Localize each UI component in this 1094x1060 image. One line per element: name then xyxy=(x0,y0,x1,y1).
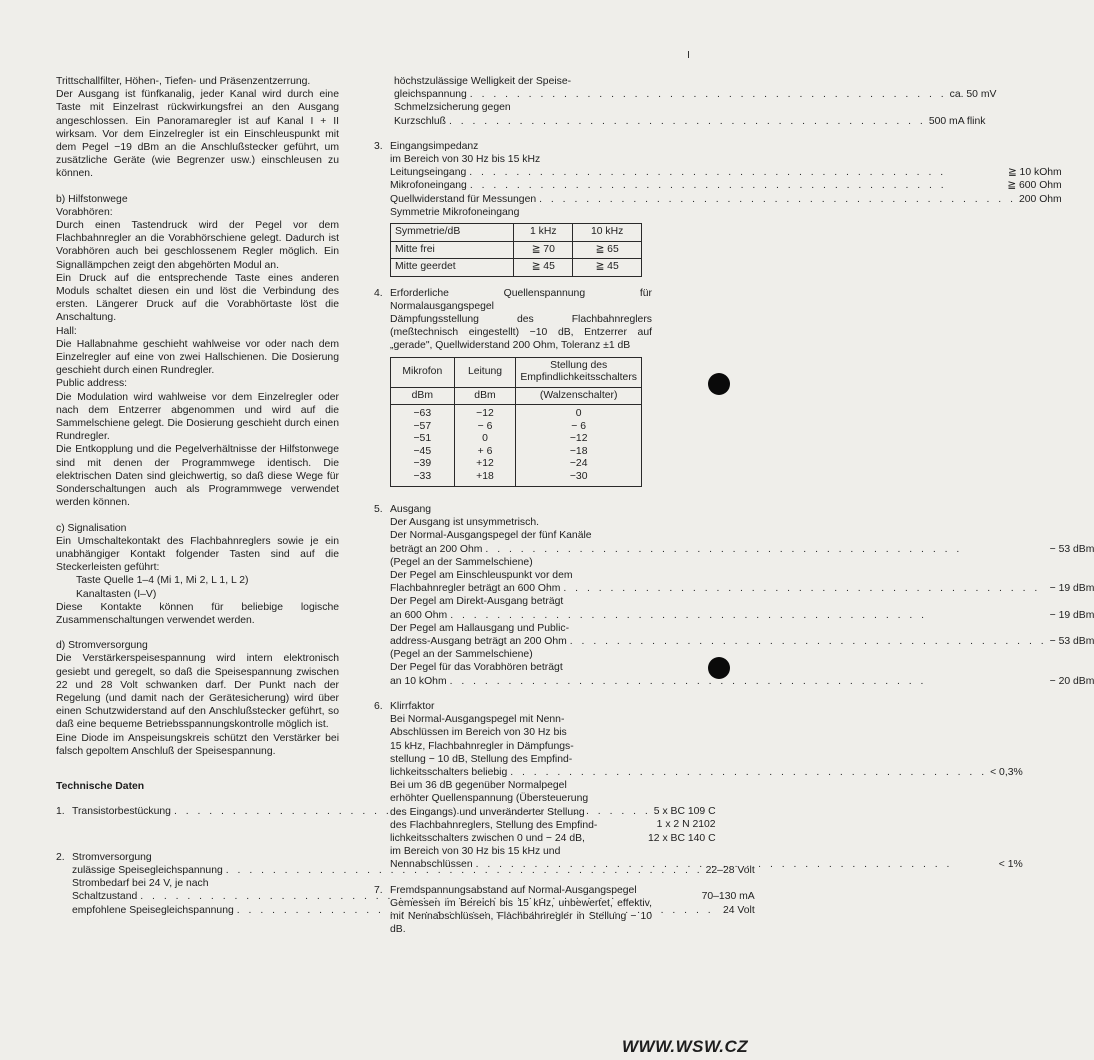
intro-paragraph-1: Trittschallfilter, Höhen-, Tiefen- und Präsenzentzerrung. xyxy=(56,76,311,87)
spec-label: Leitungseingang xyxy=(390,167,467,179)
item-number: 7. xyxy=(374,884,383,896)
table-header: Symmetrie/dB xyxy=(391,224,514,242)
transistor-value-3: 12 x BC 140 C xyxy=(648,832,716,844)
transistor-value-2: 1 x 2 N 2102 xyxy=(656,819,716,831)
table-cell: −33 xyxy=(391,471,455,487)
table-cell: ≧ 70 xyxy=(514,241,573,259)
spec-text: (Pegel an der Sammelschiene) xyxy=(390,556,533,568)
table-cell: −51 xyxy=(391,433,455,446)
spec-value: − 19 dBm xyxy=(1049,583,1094,595)
table-row xyxy=(391,421,642,434)
spec-value: 200 Ohm xyxy=(1018,193,1062,205)
spec-value: 70–130 mA xyxy=(701,891,755,903)
table-row xyxy=(391,471,642,487)
item-number: 5. xyxy=(374,504,383,516)
spec-text: Der Pegel am Einschleuspunkt vor dem xyxy=(390,570,573,582)
transistor-value-1: 5 x BC 109 C xyxy=(653,806,716,818)
spec-text: Dämpfungsstellung des Flachbahnreglers (meßtechnisch eingestellt) −10 dB, Entzerrer auf „gerade", Quellwiderstand 200 Ohm, Toleranz ±1 dB xyxy=(390,313,652,352)
stromversorgung-text: Die Verstärkerspeisespannung wird intern elektronisch gesiebt und geregelt, so daß die Speisespannung zwischen 22 und 28 Volt schwanken darf. Der Punkt nach der Regelung (und damit nach der Gerätesicherung) wird über einen Schutzwiderstand auf den Anschlußstecker geführt, so daß eine bequeme Betriebsspannungskontrolle möglich ist. xyxy=(56,653,339,731)
table-cell: −30 xyxy=(516,471,642,487)
table-cell: −63 xyxy=(391,405,455,421)
hall-text: Die Hallabnahme geschieht wahlweise vor oder nach dem Einzelregler auf eine von zwei Hallschienen. Die Dosierung geschieht durch einen Rundregler. xyxy=(56,338,339,377)
tech-item-4 xyxy=(374,287,652,492)
spec-value: − 53 dBm xyxy=(1049,543,1094,555)
spec-text: Bei um 36 dB gegenüber Normalpegel xyxy=(390,780,567,792)
spec-value: ca. 50 mV xyxy=(949,89,997,101)
spec-value: 500 mA flink xyxy=(928,115,986,127)
signalisation-list-2: Kanaltasten (I–V) xyxy=(76,588,157,600)
spec-label: an 10 kOhm xyxy=(390,675,447,687)
table-row xyxy=(391,259,642,277)
table-cell: Mitte geerdet xyxy=(391,259,514,277)
spec-text: Schmelzsicherung gegen xyxy=(394,102,511,114)
item-number: 3. xyxy=(374,140,383,152)
spec-text: Der Pegel für das Vorabhören beträgt xyxy=(390,662,563,674)
fremdspannungsabstand-heading: Fremdspannungsabstand auf Normal-Ausgangspegel xyxy=(390,884,637,896)
spec-value: − 20 dBm xyxy=(1049,675,1094,687)
spec-text: 15 kHz, Flachbahnregler in Dämpfungs- xyxy=(390,740,574,752)
section-c-title: c) Signalisation xyxy=(56,522,127,534)
spec-value: ≧ 10 kOhm xyxy=(1007,167,1062,179)
spec-text: Bei Normal-Ausgangspegel mit Nenn- xyxy=(390,714,565,726)
spec-text: Der Normal-Ausgangspegel der fünf Kanäle xyxy=(390,530,592,542)
spec-value: − 19 dBm xyxy=(1049,609,1094,621)
public-address-title: Public address: xyxy=(56,378,128,390)
spec-label: gleichspannung xyxy=(394,89,467,101)
section-b-title: b) Hilfstonwege xyxy=(56,193,128,205)
vorabhoeren-text: Durch einen Tastendruck wird der Pegel vor dem Flachbahnregler an die Vorabhörschiene gelegt. Dadurch ist Vorabhören auch bei geschlossenem Regler möglich. Ein Signallämpchen zeigt den abgehörten Modul an. xyxy=(56,220,339,271)
spec-label: empfohlene Speisegleichspannung xyxy=(72,904,234,916)
table-cell: −39 xyxy=(391,458,455,471)
table-cell: −12 xyxy=(516,433,642,446)
table-row xyxy=(391,405,642,421)
item-number: 1. xyxy=(56,806,65,818)
spec-text: Der Pegel am Direkt-Ausgang beträgt xyxy=(390,596,564,608)
eingangsimpedanz-heading: Eingangsimpedanz xyxy=(390,140,479,152)
vorabhoeren-text-2: Ein Druck auf die entsprechende Taste eines anderen Moduls schaltet diesen ein und löst die Verbindung des ersten. Längerer Druck auf die Vorabhörtaste löst die Anschaltung. xyxy=(56,272,339,324)
spec-value: < 1% xyxy=(998,859,1023,871)
table-header: 1 kHz xyxy=(514,224,573,242)
table-cell: −45 xyxy=(391,446,455,459)
table-unit: dBm xyxy=(391,387,455,405)
watermark-url: WWW.WSW.CZ xyxy=(622,1037,749,1056)
ausgang-heading: Ausgang xyxy=(390,504,432,516)
spec-label: Strombedarf bei 24 V, je nach xyxy=(72,878,209,890)
signalisation-list-1: Taste Quelle 1–4 (Mi 1, Mi 2, L 1, L 2) xyxy=(76,575,249,587)
spec-text: Der Ausgang ist unsymmetrisch. xyxy=(390,517,539,529)
table-cell: 0 xyxy=(516,405,642,421)
public-address-text: Die Modulation wird wahlweise vor dem Einzelregler oder nach dem Entzerrer abgenommen und wird auf die Sammelschiene gelegt. Die Dosierung geschieht durch einen Rundregler. xyxy=(56,391,339,443)
spec-value: 24 Volt xyxy=(722,904,755,916)
spec-text: Gemessen im Bereich bis 15 kHz, unbewertet, effektiv, mit Nennabschlüssen, Flachbahnregler in Stellung − 10 dB. xyxy=(390,897,652,936)
spec-value: < 0,3% xyxy=(990,766,1023,778)
intro-paragraph-2: Der Ausgang ist fünfkanalig, jeder Kanal wird durch eine Taste mit Einzelrast rückwirkungsfrei an den Ausgang angeschlossen. Ein Panoramaregler ist auf Kanal I + II wirksam. Vor dem Einzelregler ist ein Einschleuspunkt mit dem Pegel −19 dBm an die Anschlußstecker geführt, um zusätzliche Geräte (wie Begrenzer usw.) einschleusen zu können. xyxy=(56,89,339,180)
symmetrie-table xyxy=(390,223,642,277)
table-header: Stellung des Empfindlichkeitsschalters xyxy=(516,357,642,387)
table-header: Leitung xyxy=(454,357,516,387)
item-number: 2. xyxy=(56,851,65,863)
table-cell: +12 xyxy=(454,458,516,471)
signalisation-text: Ein Umschaltekontakt des Flachbahnreglers sowie je ein unabhängiger Kontakt folgender Tasten sind auf die Steckerleisten geführt: xyxy=(56,535,339,574)
table-cell: Mitte frei xyxy=(391,241,514,259)
spec-label: Mikrofoneingang xyxy=(390,180,467,192)
vorabhoeren-title: Vorabhören: xyxy=(56,206,113,218)
table-cell: −18 xyxy=(516,446,642,459)
spec-value: 22–28 Volt xyxy=(705,864,755,876)
spec-label: address-Ausgang beträgt an 200 Ohm xyxy=(390,636,567,648)
section-d-title: d) Stromversorgung xyxy=(56,640,148,652)
table-cell: − 6 xyxy=(516,421,642,434)
spec-text: stellung − 10 dB, Stellung des Empfind- xyxy=(390,753,573,765)
spec-text: Der Pegel am Hallausgang und Public- xyxy=(390,622,570,634)
spec-value: − 53 dBm xyxy=(1049,636,1094,648)
table-cell: − 6 xyxy=(454,421,516,434)
table-row xyxy=(391,241,642,259)
spec-label: Nennabschlüssen xyxy=(390,859,473,871)
spec-text: lichkeitsschalters zwischen 0 und − 24 dB, xyxy=(390,832,585,844)
tech-item-5 xyxy=(374,503,1094,688)
table-cell: 0 xyxy=(454,433,516,446)
item-number: 6. xyxy=(374,700,383,712)
item-number: 4. xyxy=(374,287,383,299)
spec-text: erhöhter Quellenspannung (Übersteuerung xyxy=(390,793,589,805)
table-cell: −57 xyxy=(391,421,455,434)
spec-value: ≧ 600 Ohm xyxy=(1007,180,1062,192)
klirrfaktor-heading: Klirrfaktor xyxy=(390,700,435,712)
spec-label: beträgt an 200 Ohm xyxy=(390,543,483,555)
spec-text: (Pegel an der Sammelschiene) xyxy=(390,649,533,661)
spec-label: Kurzschluß xyxy=(394,115,446,127)
spec-label: Quellwiderstand für Messungen xyxy=(390,193,537,205)
spec-label: Schaltzustand xyxy=(72,891,138,903)
punch-hole-top xyxy=(708,373,730,395)
spec-text: Symmetrie Mikrofoneingang xyxy=(390,206,520,218)
spec-text: des Flachbahnreglers, Stellung des Empfind- xyxy=(390,819,598,831)
table-cell: −12 xyxy=(454,405,516,421)
signalisation-text-2: Diese Kontakte können für beliebige logische Zusammenschaltungen verwendet werden. xyxy=(56,601,339,626)
hall-title: Hall: xyxy=(56,325,77,337)
table-cell: −24 xyxy=(516,458,642,471)
table-cell: ≧ 45 xyxy=(573,259,642,277)
spec-text: Abschlüssen im Bereich von 30 Hz bis xyxy=(390,727,567,739)
table-row xyxy=(391,433,642,446)
spec-label: lichkeitsschalters beliebig xyxy=(390,766,508,778)
table-unit: dBm xyxy=(454,387,516,405)
spec-text: im Bereich von 30 Hz bis 15 kHz xyxy=(390,154,541,166)
table-unit: (Walzenschalter) xyxy=(516,387,642,405)
stromversorgung-text-2: Eine Diode im Anspeisungskreis schützt den Verstärker bei falsch gepoltem Anschluß der Speisespannung. xyxy=(56,732,339,757)
table-cell: ≧ 45 xyxy=(514,259,573,277)
tech-item-7 xyxy=(374,884,652,937)
crop-mark xyxy=(688,51,689,58)
table-cell: +18 xyxy=(454,471,516,487)
quellenspannung-heading: Erforderliche Quellenspannung für Normalausgangspegel xyxy=(390,287,652,312)
table-header: 10 kHz xyxy=(573,224,642,242)
spec-label: Flachbahnregler beträgt an 600 Ohm xyxy=(390,583,561,595)
spec-label: an 600 Ohm xyxy=(390,609,448,621)
table-row xyxy=(391,458,642,471)
quellenspannung-table xyxy=(390,357,642,488)
table-cell: ≧ 65 xyxy=(573,241,642,259)
spec-label: zulässige Speisegleichspannung xyxy=(72,864,223,876)
stromversorgung-heading: Stromversorgung xyxy=(72,851,152,863)
table-row xyxy=(391,446,642,459)
public-address-text-2: Die Entkopplung und die Pegelverhältnisse der Hilfstonwege sind mit denen der Programmwege identisch. Die elektrischen Daten sind gleichwertig, so daß diese Wege für Sonderschaltungen auch als Programmwege verwendet werden können. xyxy=(56,444,339,509)
transistor-label: Transistorbestückung xyxy=(72,806,171,818)
table-cell: + 6 xyxy=(454,446,516,459)
spec-text: im Bereich von 30 Hz bis 15 kHz und xyxy=(390,846,561,858)
spec-text: höchstzulässige Welligkeit der Speise- xyxy=(394,76,572,87)
tech-item-3 xyxy=(374,140,1062,281)
table-header: Mikrofon xyxy=(391,357,455,387)
technische-daten-heading: Technische Daten xyxy=(56,780,145,792)
spec-text: des Eingangs) und unveränderter Stellung xyxy=(390,806,585,818)
